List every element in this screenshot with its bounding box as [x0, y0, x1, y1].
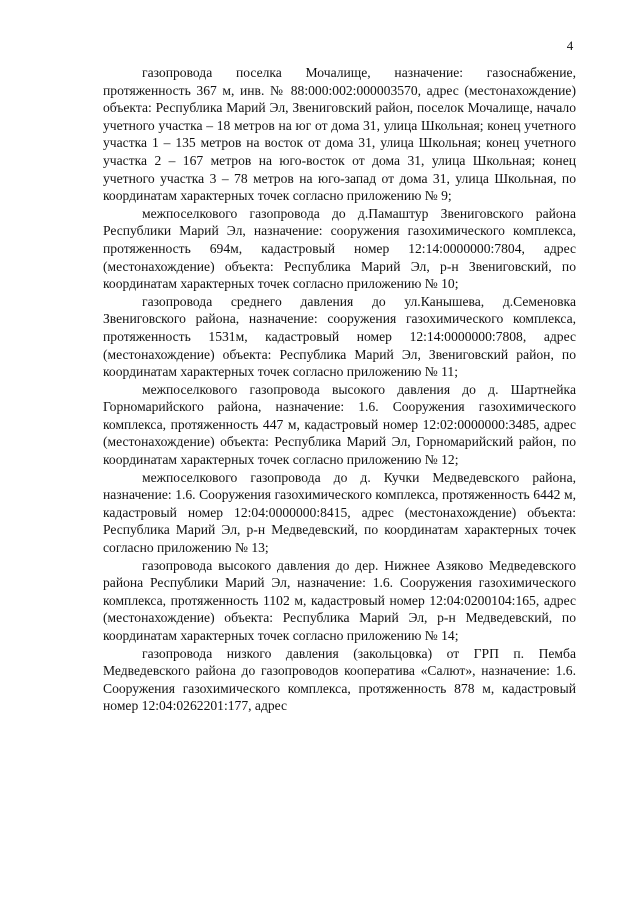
paragraph-appendix-11: газопровода среднего давления до ул.Канышева, д.Семеновка Звениговского района, назначение: сооружения газохимического комплекса, протяженность 1531м, кадастровый номер 12:14:0000000:7808, адрес (местонахождение) объекта: Республика Марий Эл, Звениговский район, по координатам характерных точек согласно приложению № 11;	[103, 293, 576, 380]
paragraph-continued: газопровода низкого давления (закольцовка) от ГРП п. Пемба Медведевского района до газопроводов кооператива «Салют», назначение: 1.6. Сооружения газохимического комплекса, протяженность 878 м, кадастровый номер 12:04:0262201:177, адрес	[103, 645, 576, 714]
paragraph-appendix-9: газопровода поселка Мочалище, назначение: газоснабжение, протяженность 367 м, инв. № 88:000:002:000003570, адрес (местонахождение) объекта: Республика Марий Эл, Звениговский район, поселок Мочалище, начало учетного участка – 18 метров на юг от дома 31, улица Школьная; конец учетного участка 1 – 135 метров на восток от дома 31, улица Школьная; конец учетного участка 2 – 167 метров на юго-восток от дома 31, улица Школьная; конец учетного участка 3 – 78 метров на юго-запад от дома 31, улица Школьная, по координатам характерных точек согласно приложению № 9;	[103, 65, 576, 204]
paragraph-appendix-14: газопровода высокого давления до дер. Нижнее Азяково Медведевского района Республики Марий Эл, назначение: 1.6. Сооружения газохимического комплекса, протяженность 1102 м, кадастровый номер 12:04:0200104:165, адрес (местонахождение) объекта: Республика Марий Эл, р-н Медведевский, по координатам характерных точек согласно приложению № 14;	[103, 557, 576, 643]
paragraph-appendix-12: межпоселкового газопровода высокого давления до д. Шартнейка Горномарийского района, назначение: 1.6. Сооружения газохимического комплекса, протяженность 447 м, кадастровый номер 12:02:0000000:3485, адрес (местонахождение) объекта: Республика Марий Эл, Горномарийский район, по координатам характерных точек согласно приложению № 12;	[103, 381, 576, 468]
document-body	[103, 64, 576, 715]
paragraph-appendix-13: межпоселкового газопровода до д. Кучки Медведевского района, назначение: 1.6. Сооружения газохимического комплекса, протяженность 6442 м, кадастровый номер 12:04:0000000:8415, адрес (местонахождение) объекта: Республика Марий Эл, р-н Медведевский, по координатам характерных точек согласно приложению № 13;	[103, 469, 576, 556]
paragraph-appendix-10: межпоселкового газопровода до д.Памаштур Звениговского района Республики Марий Эл, назначение: сооружения газохимического комплекса, протяженность 694м, кадастровый номер 12:14:0000000:7804, адрес (местонахождение) объекта: Республика Марий Эл, р-н Звениговский, по координатам характерных точек согласно приложению № 10;	[103, 205, 576, 292]
page-number: 4	[566, 38, 574, 53]
